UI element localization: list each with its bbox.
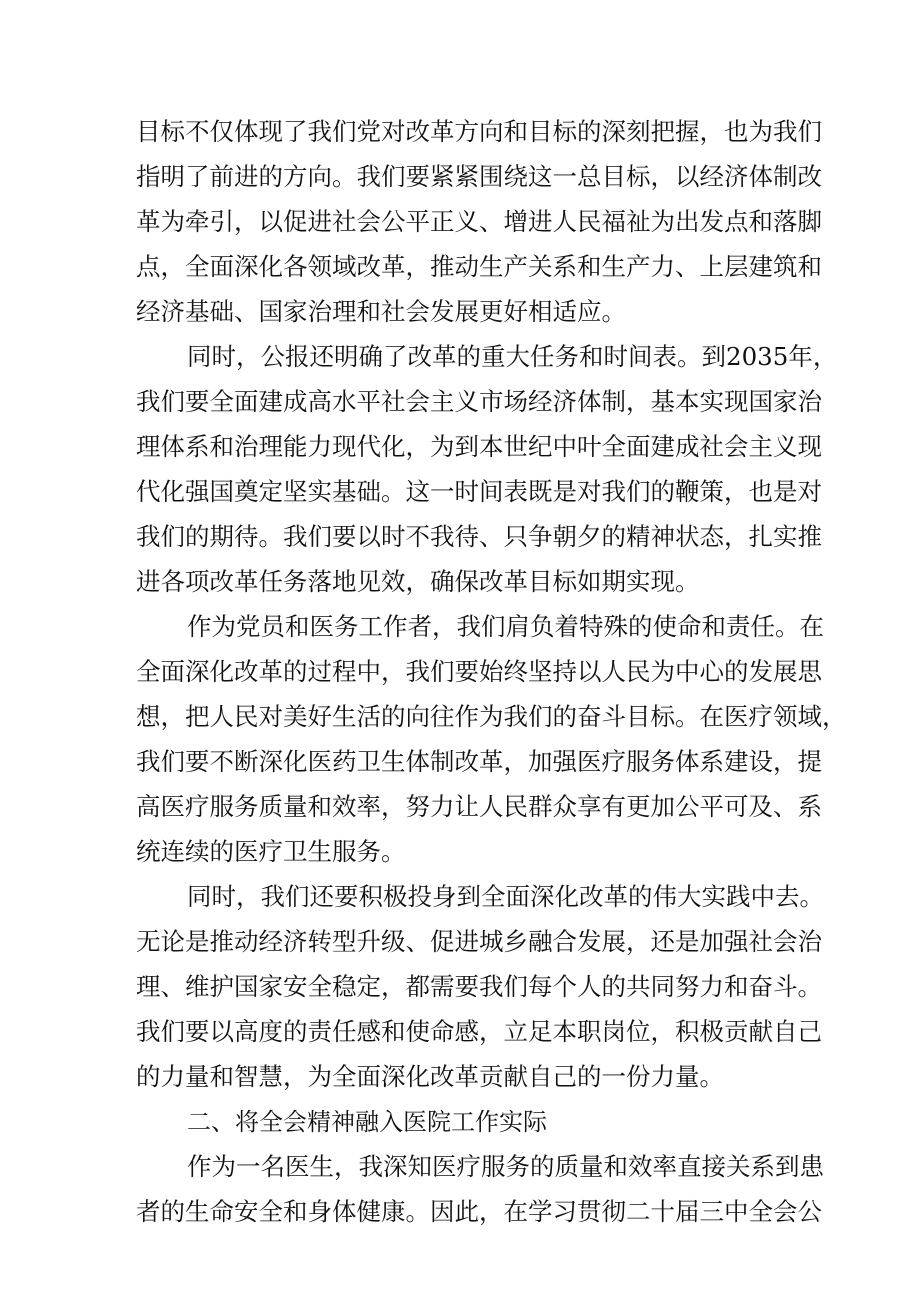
paragraph-line: 经济基础、国家治理和社会发展更好相适应。 bbox=[136, 297, 626, 326]
paragraph-line: 指明了前进的方向。我们要紧紧围绕这一总目标，以经济体制改 bbox=[136, 162, 822, 191]
paragraph-line: 理、维护国家安全稳定，都需要我们每个人的共同努力和奋斗。 bbox=[136, 972, 822, 1001]
paragraph-line: 点，全面深化各领域改革，推动生产关系和生产力、上层建筑和 bbox=[136, 252, 822, 281]
paragraph-line: 我们要不断深化医药卫生体制改革，加强医疗服务体系建设，提 bbox=[136, 747, 822, 776]
paragraph-line: 的力量和智慧，为全面深化改革贡献自己的一份力量。 bbox=[136, 1062, 724, 1091]
paragraph-line: 进各项改革任务落地见效，确保改革目标如期实现。 bbox=[136, 567, 700, 596]
paragraph-line: 同时，我们还要积极投身到全面深化改革的伟大实践中去。 bbox=[187, 882, 824, 911]
paragraph-line: 者的生命安全和身体健康。因此，在学习贯彻二十届三中全会公 bbox=[136, 1197, 822, 1226]
paragraph-line: 作为一名医生，我深知医疗服务的质量和效率直接关系到患 bbox=[187, 1152, 824, 1181]
paragraph-line: 目标不仅体现了我们党对改革方向和目标的深刻把握，也为我们 bbox=[136, 117, 822, 146]
paragraph-line: 我们要以高度的责任感和使命感，立足本职岗位，积极贡献自己 bbox=[136, 1017, 822, 1046]
paragraph-line: 理体系和治理能力现代化，为到本世纪中叶全面建成社会主义现 bbox=[136, 432, 822, 461]
paragraph-line: 无论是推动经济转型升级、促进城乡融合发展，还是加强社会治 bbox=[136, 927, 822, 956]
paragraph-line: 高医疗服务质量和效率，努力让人民群众享有更加公平可及、系 bbox=[136, 792, 822, 821]
paragraph-line: 我们的期待。我们要以时不我待、只争朝夕的精神状态，扎实推 bbox=[136, 522, 822, 551]
paragraph-line: 同时，公报还明确了改革的重大任务和时间表。到2035年， bbox=[187, 342, 838, 371]
section-heading: 二、将全会精神融入医院工作实际 bbox=[187, 1108, 547, 1136]
paragraph-line: 革为牵引，以促进社会公平正义、增进人民福祉为出发点和落脚 bbox=[136, 207, 822, 236]
paragraph-line: 统连续的医疗卫生服务。 bbox=[136, 837, 406, 866]
paragraph-line: 想，把人民对美好生活的向往作为我们的奋斗目标。在医疗领域， bbox=[136, 702, 847, 731]
paragraph-line: 作为党员和医务工作者，我们肩负着特殊的使命和责任。在 bbox=[187, 612, 824, 641]
paragraph-line: 我们要全面建成高水平社会主义市场经济体制，基本实现国家治 bbox=[136, 387, 822, 416]
paragraph-line: 全面深化改革的过程中，我们要始终坚持以人民为中心的发展思 bbox=[136, 657, 822, 686]
paragraph-line: 代化强国奠定坚实基础。这一时间表既是对我们的鞭策，也是对 bbox=[136, 477, 822, 506]
